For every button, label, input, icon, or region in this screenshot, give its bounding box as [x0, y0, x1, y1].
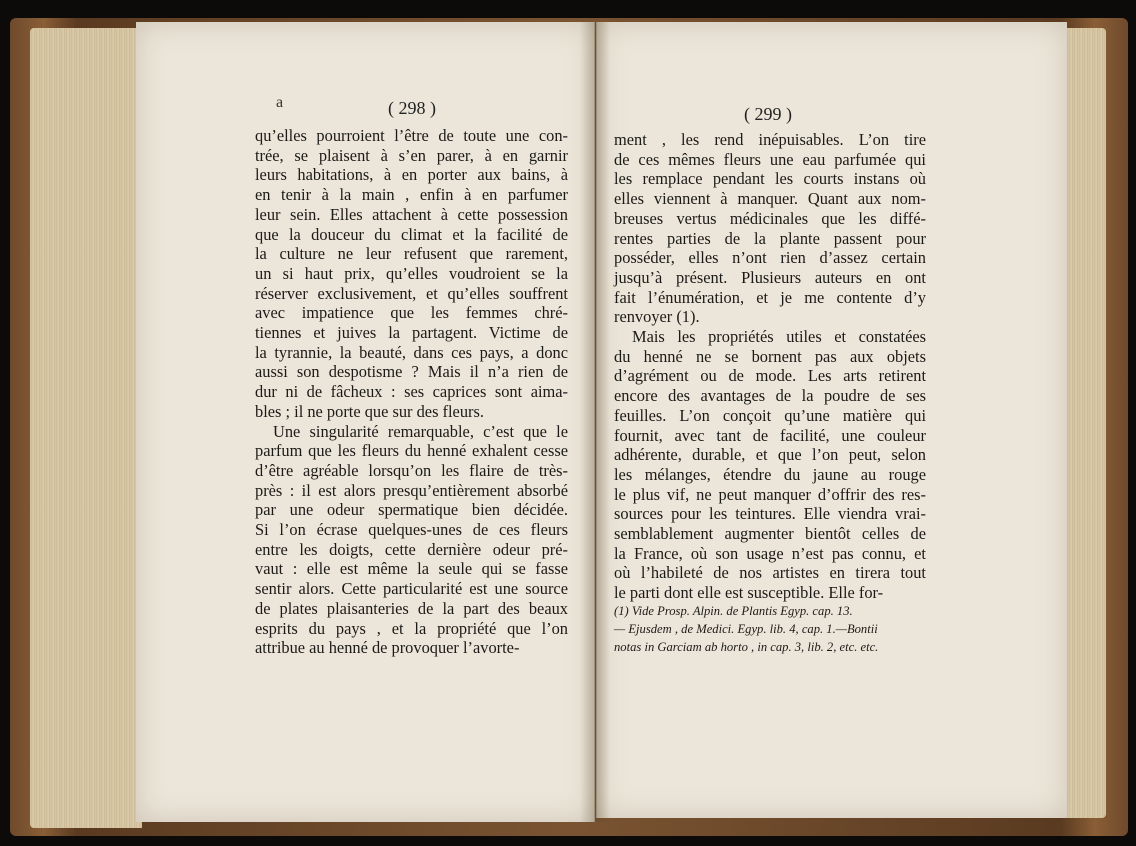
right-text-line: les mélanges, étendre du jaune au rouge	[614, 464, 926, 484]
footnote	[614, 602, 934, 656]
right-text-line: la France, où son usage n’est pas connu, et	[614, 543, 926, 563]
right-text-line: renvoyer (1).	[614, 307, 700, 327]
left-text-line: entre les doigts, cette dernière odeur pré-	[255, 539, 568, 559]
left-text-line: attribue au henné de provoquer l’avorte-	[255, 638, 520, 658]
right-text-line: de ces mêmes fleurs une eau parfumée qui	[614, 149, 926, 169]
page-edges-left	[30, 28, 142, 828]
left-text-line: par une odeur spermatique bien décidée.	[255, 500, 568, 520]
right-text-line: rentes parties de la plante passent pour	[614, 228, 926, 248]
left-text-line: près : il est alors presqu’entièrement absorbé	[255, 480, 568, 500]
left-text-line: qu’elles pourroient l’être de toute une con-	[255, 126, 568, 145]
left-text-line: vaut : elle est même la seule qui se fasse	[255, 559, 568, 579]
left-text-line: leurs habitations, à en porter aux bains, à	[255, 165, 568, 185]
right-text-line: ment , les rend inépuisables. L’on tire	[614, 130, 926, 149]
page-number-right: ( 299 )	[744, 104, 792, 124]
right-text-line: d’agrément ou de mode. Les arts retirent	[614, 366, 926, 386]
left-text-line: que la douceur du climat et la facilité de	[255, 224, 568, 244]
left-text-line: la tyrannie, la beauté, dans ces pays, a donc	[255, 342, 568, 362]
right-text-line: encore des avantages de la poudre de ses	[614, 386, 926, 406]
left-text-line: en tenir à la main , enfin à en parfumer	[255, 185, 568, 205]
left-text-line: trée, se plaisent à s’en parer, à en garnir	[255, 145, 568, 165]
footnote-line: notas in Garciam ab horto , in cap. 3, lib. 2, etc. etc.	[614, 640, 879, 654]
right-text-line: fournit, avec tant de facilité, une couleur	[614, 425, 926, 445]
right-text-line: posséder, elles n’ont rien d’assez certain	[614, 248, 926, 268]
right-text-line: fait l’énumération, et je me contente d’y	[614, 287, 926, 307]
footnote-line: — Ejusdem , de Medici. Egyp. lib. 4, cap. 1.—Bontii	[614, 622, 878, 636]
right-text-line: jusqu’à présent. Plusieurs auteurs en ont	[614, 267, 926, 287]
footnote-line: (1) Vide Prosp. Alpin. de Plantis Egyp. cap. 13.	[614, 604, 853, 618]
left-text-line: Une singularité remarquable, c’est que le	[273, 421, 568, 441]
left-page-text	[255, 126, 568, 658]
left-text-line: un si haut prix, qu’elles voudroient se la	[255, 263, 568, 283]
right-text-line: breuses vertus médicinales que les diffé-	[614, 208, 926, 228]
left-text-line: dur ni de fâcheux : ses caprices sont aima-	[255, 382, 568, 402]
right-text-line: où l’habileté de nos artistes en tirera tout	[614, 563, 926, 583]
page-number-left: ( 298 )	[388, 98, 436, 118]
printer-mark: a	[276, 94, 284, 111]
left-text-line: parfum que les fleurs du henné exhalent cesse	[255, 441, 568, 461]
right-text-line: le parti dont elle est susceptible. Elle for-	[614, 583, 884, 603]
right-text-line: les remplace pendant les courts instans où	[614, 169, 926, 189]
right-text-line: sources pour les teintures. Elle viendra vrai-	[614, 504, 926, 524]
left-text-line: Si l’on écrase quelques-unes de ces fleurs	[255, 520, 568, 540]
right-text-line: du henné ne se bornent pas aux objets	[614, 346, 926, 366]
right-text-line: elles viennent à manquer. Quant aux nom-	[614, 189, 926, 209]
left-text-line: aussi son despotisme ? Mais il n’a rien de	[255, 362, 568, 382]
right-text-line: feuilles. L’on conçoit qu’une matière qui	[614, 405, 926, 425]
right-text-line: le plus vif, ne peut manquer d’offrir des res-	[614, 484, 926, 504]
right-text-line: adhérente, durable, et que l’on peut, selon	[614, 445, 926, 465]
left-text-line: bles ; il ne porte que sur des fleurs.	[255, 401, 484, 421]
left-text-line: d’être agréable lorsqu’on les flaire de très-	[255, 460, 568, 480]
left-text-line: leur sein. Elles attachent à cette possession	[255, 204, 568, 224]
left-text-line: tiennes et juives la partagent. Victime de	[255, 323, 568, 343]
right-text-line: semblablement augmenter bientôt celles de	[614, 524, 926, 544]
left-text-line: la culture ne leur refusent que rarement,	[255, 244, 568, 264]
left-text-line: de plates plaisanteries de la part des beaux	[255, 598, 568, 618]
left-text-line: sentir alors. Cette particularité est une source	[255, 579, 568, 599]
right-text-line: Mais les propriétés utiles et constatées	[632, 327, 926, 347]
left-text-line: avec impatience que les femmes chré-	[255, 303, 568, 323]
left-text-line: réserver exclusivement, et qu’elles souffrent	[255, 283, 568, 303]
right-page-text	[614, 130, 926, 603]
left-text-line: esprits du pays , et la propriété que l’on	[255, 618, 568, 638]
